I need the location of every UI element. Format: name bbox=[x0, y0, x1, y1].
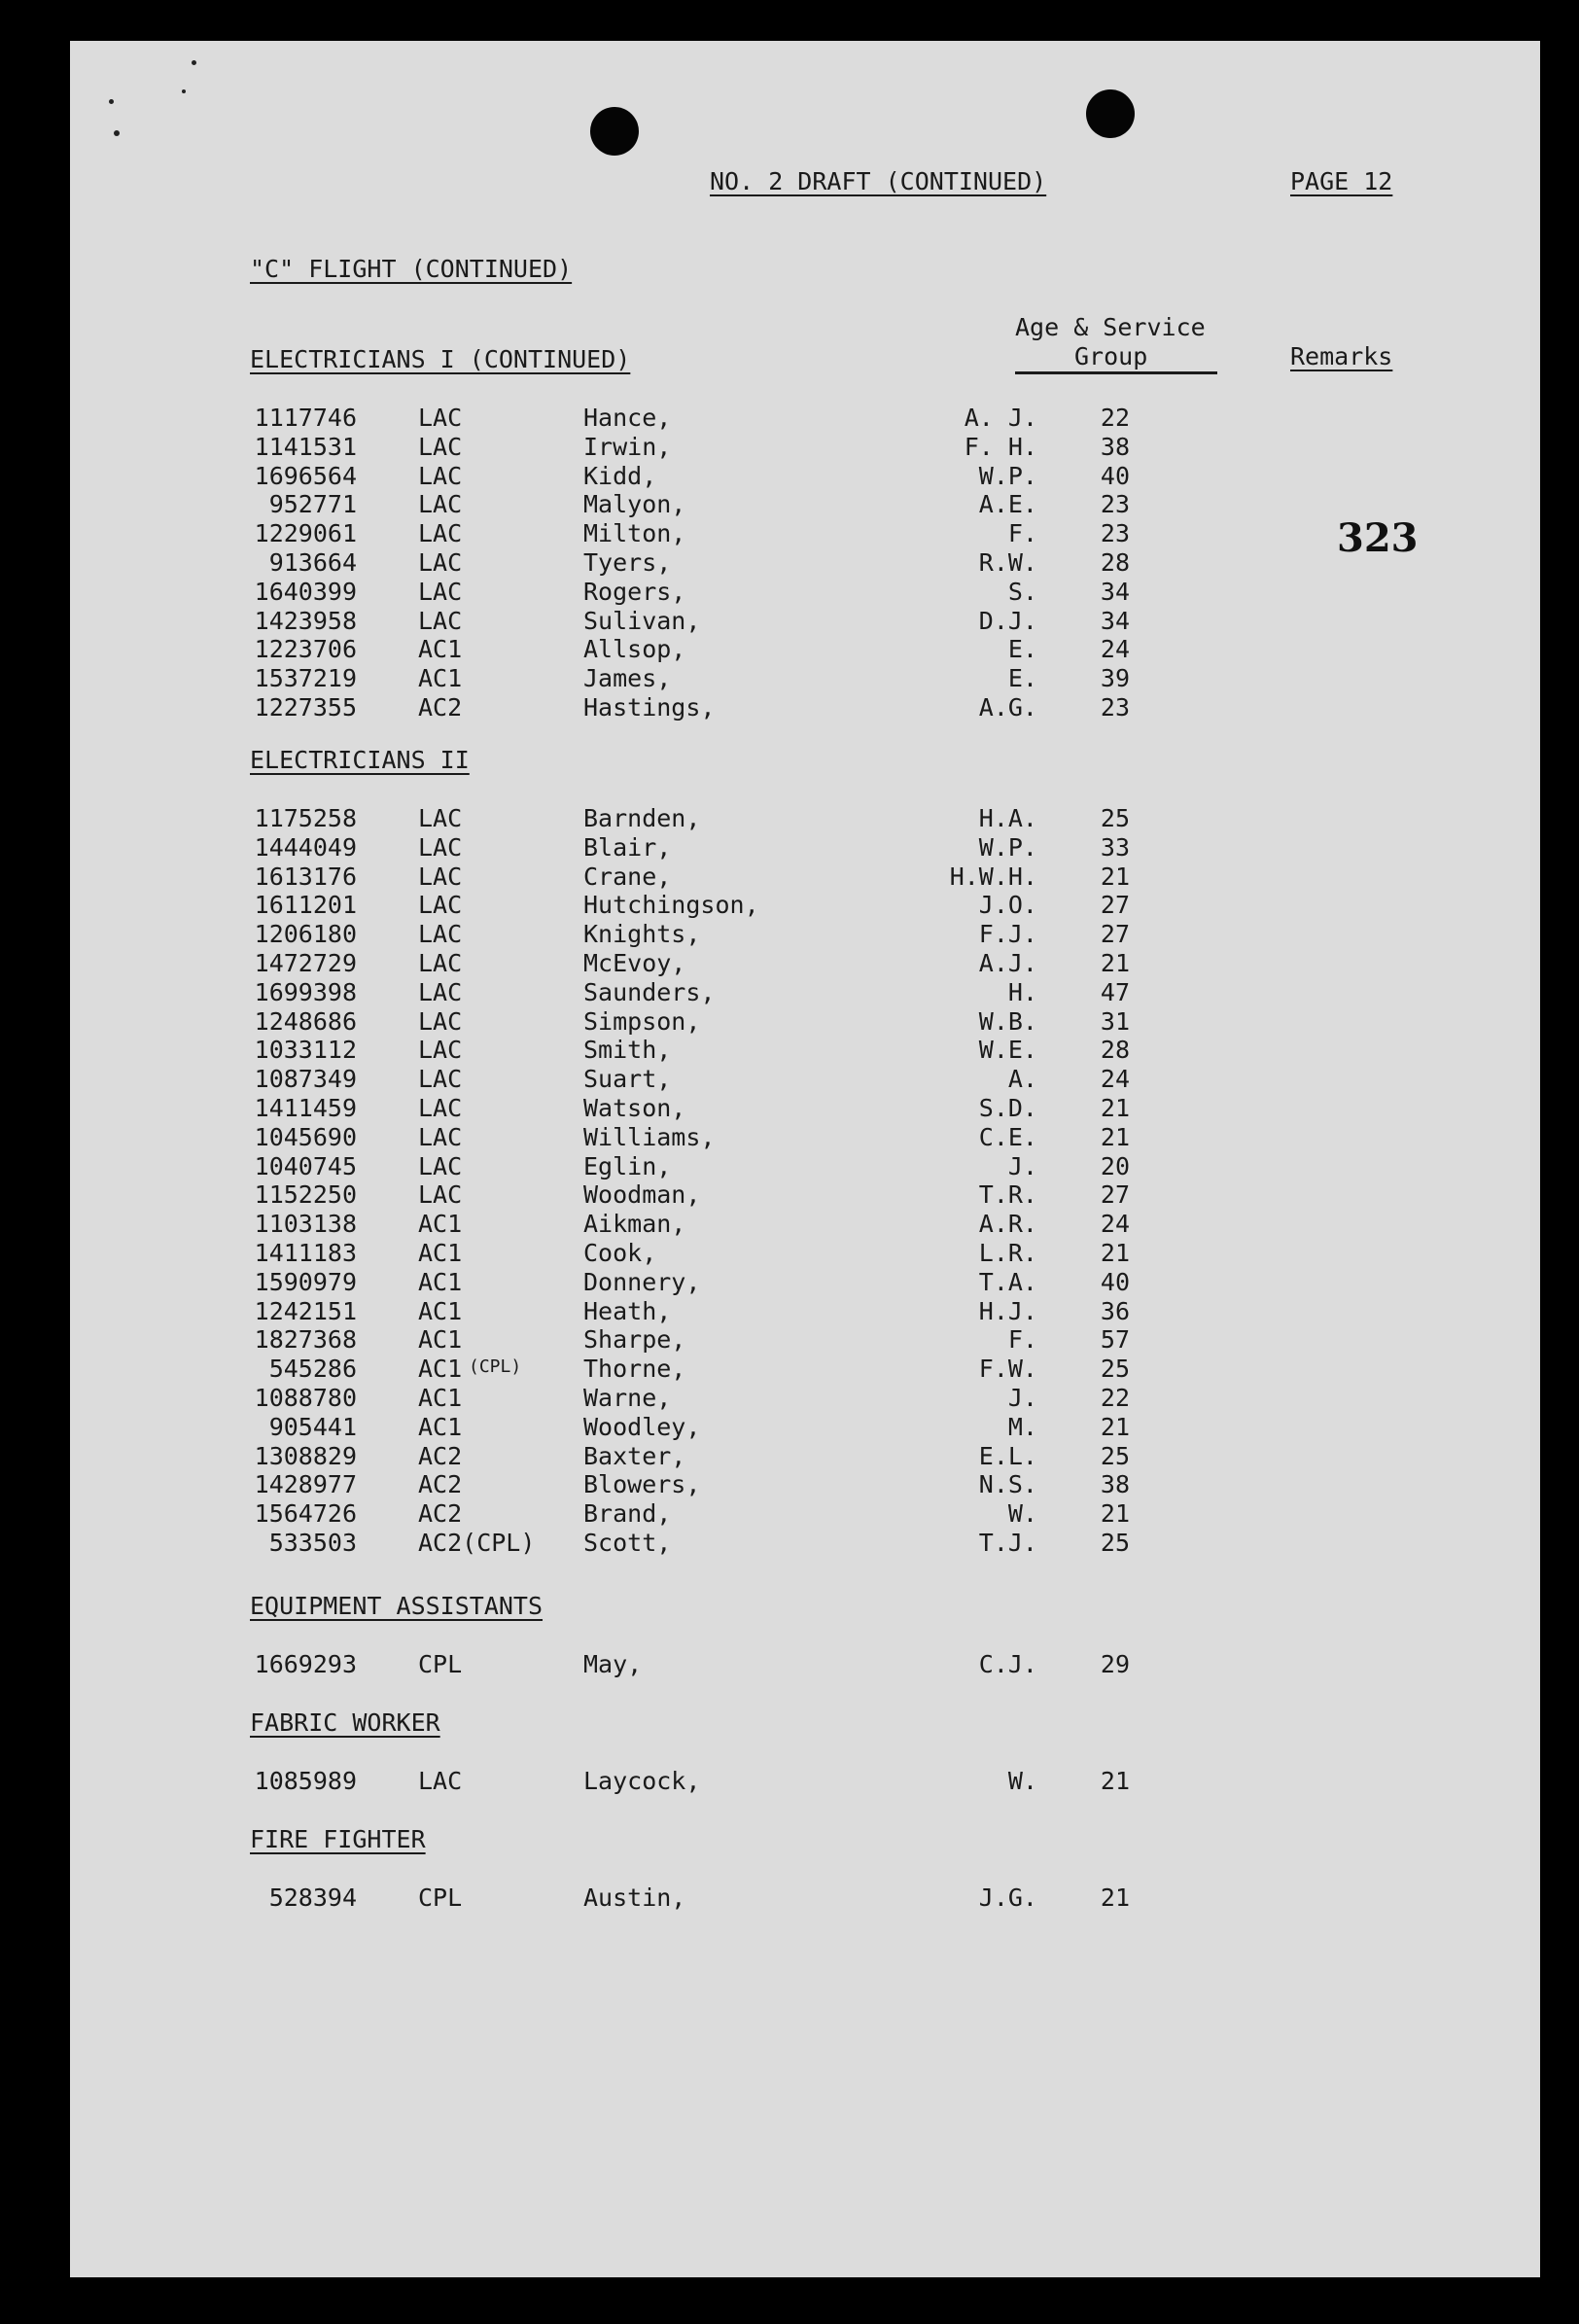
surname: Scott, bbox=[583, 1529, 672, 1557]
service-number: 1223706 bbox=[254, 635, 357, 664]
service-number: 1242151 bbox=[254, 1296, 357, 1325]
initials: T.J. bbox=[978, 1529, 1037, 1557]
rank: AC1 bbox=[418, 1412, 463, 1441]
rank: AC1 bbox=[418, 1267, 463, 1296]
surname: Irwin, bbox=[583, 432, 672, 461]
initials: A. J. bbox=[964, 404, 1037, 432]
age: 23 bbox=[1100, 693, 1130, 722]
surname: Milton, bbox=[583, 519, 686, 548]
surname: Allsop, bbox=[583, 635, 686, 664]
surname: Kidd, bbox=[583, 461, 657, 490]
service-number: 1613176 bbox=[254, 862, 357, 891]
service-number: 1040745 bbox=[254, 1151, 357, 1180]
service-number: 1088780 bbox=[254, 1384, 357, 1412]
surname: McEvoy, bbox=[583, 949, 686, 977]
rank: LAC bbox=[418, 862, 463, 891]
surname: Cook, bbox=[583, 1239, 657, 1267]
initials: F. H. bbox=[964, 432, 1037, 461]
initials: C.E. bbox=[978, 1122, 1037, 1151]
service-number: 1227355 bbox=[254, 693, 357, 722]
age: 27 bbox=[1100, 1180, 1130, 1210]
age-service-header-line1: Age & Service bbox=[1015, 313, 1206, 341]
service-number: 1590979 bbox=[254, 1267, 357, 1296]
initials: S.D. bbox=[978, 1094, 1037, 1122]
service-number: 1537219 bbox=[254, 664, 357, 693]
surname: Malyon, bbox=[583, 490, 686, 519]
speck bbox=[114, 130, 120, 136]
initials: F. bbox=[1007, 1325, 1037, 1355]
service-number: 905441 bbox=[268, 1412, 357, 1441]
initials: H.J. bbox=[978, 1296, 1037, 1325]
age: 31 bbox=[1100, 1006, 1130, 1036]
age: 21 bbox=[1100, 1499, 1130, 1529]
rank: LAC bbox=[418, 1036, 463, 1065]
rank: LAC bbox=[418, 832, 463, 862]
surname: Sharpe, bbox=[583, 1325, 686, 1355]
rank: CPL bbox=[418, 1884, 463, 1912]
surname: Crane, bbox=[583, 862, 672, 891]
rank: AC2 bbox=[418, 1470, 463, 1499]
surname: Simpson, bbox=[583, 1006, 701, 1036]
rank: LAC bbox=[418, 519, 463, 548]
initials: W.E. bbox=[978, 1036, 1037, 1065]
section-title: FIRE FIGHTER bbox=[250, 1825, 426, 1853]
service-number: 1564726 bbox=[254, 1499, 357, 1529]
initials: J. bbox=[1007, 1151, 1037, 1180]
age: 21 bbox=[1100, 1122, 1130, 1151]
surname: Knights, bbox=[583, 920, 701, 949]
surname: Watson, bbox=[583, 1094, 686, 1122]
rank-note-handwritten: (CPL) bbox=[469, 1356, 522, 1378]
service-number: 1308829 bbox=[254, 1441, 357, 1470]
initials: H. bbox=[1007, 977, 1037, 1006]
rank: AC2(CPL) bbox=[418, 1529, 536, 1557]
age: 22 bbox=[1100, 1384, 1130, 1412]
section-title: EQUIPMENT ASSISTANTS bbox=[250, 1592, 544, 1620]
page-stamp-number: 323 bbox=[1337, 515, 1419, 561]
age: 39 bbox=[1100, 664, 1130, 693]
draft-title: NO. 2 DRAFT (CONTINUED) bbox=[710, 167, 1047, 195]
initials: F. bbox=[1007, 519, 1037, 548]
surname: Williams, bbox=[583, 1122, 716, 1151]
surname: Warne, bbox=[583, 1384, 672, 1412]
surname: Tyers, bbox=[583, 548, 672, 577]
surname: Austin, bbox=[583, 1884, 686, 1912]
initials: W. bbox=[1007, 1767, 1037, 1795]
rank: LAC bbox=[418, 577, 463, 606]
service-number: 1669293 bbox=[254, 1650, 357, 1678]
initials: F.W. bbox=[978, 1355, 1037, 1384]
initials: W.P. bbox=[978, 461, 1037, 490]
service-number: 1411183 bbox=[254, 1239, 357, 1267]
age: 47 bbox=[1100, 977, 1130, 1006]
service-number: 533503 bbox=[268, 1529, 357, 1557]
initials: J. bbox=[1007, 1384, 1037, 1412]
age: 25 bbox=[1100, 1529, 1130, 1557]
rank: LAC bbox=[418, 949, 463, 977]
age: 38 bbox=[1100, 1470, 1130, 1499]
service-number: 1696564 bbox=[254, 461, 357, 490]
surname: Heath, bbox=[583, 1296, 672, 1325]
rank: AC1 bbox=[418, 1296, 463, 1325]
surname: Hutchingson, bbox=[583, 891, 759, 920]
rank: LAC bbox=[418, 432, 463, 461]
age: 38 bbox=[1100, 432, 1130, 461]
age: 33 bbox=[1100, 832, 1130, 862]
punch-hole-left bbox=[590, 107, 639, 156]
age: 21 bbox=[1100, 1094, 1130, 1122]
rank: AC1 bbox=[418, 1325, 463, 1355]
service-number: 1827368 bbox=[254, 1325, 357, 1355]
age: 21 bbox=[1100, 1767, 1130, 1795]
initials: T.R. bbox=[978, 1180, 1037, 1210]
service-number: 1087349 bbox=[254, 1065, 357, 1094]
service-number: 913664 bbox=[268, 548, 357, 577]
rank: LAC bbox=[418, 1767, 463, 1795]
service-number: 1428977 bbox=[254, 1470, 357, 1499]
age: 27 bbox=[1100, 891, 1130, 920]
initials: F.J. bbox=[978, 920, 1037, 949]
age: 24 bbox=[1100, 1210, 1130, 1239]
initials: E.L. bbox=[978, 1441, 1037, 1470]
initials: D.J. bbox=[978, 606, 1037, 635]
initials: A.R. bbox=[978, 1210, 1037, 1239]
initials: A.E. bbox=[978, 490, 1037, 519]
surname: May, bbox=[583, 1650, 643, 1678]
speck bbox=[109, 99, 114, 104]
age: 40 bbox=[1100, 461, 1130, 490]
age: 21 bbox=[1100, 862, 1130, 891]
initials: M. bbox=[1007, 1412, 1037, 1441]
initials: L.R. bbox=[978, 1239, 1037, 1267]
age: 34 bbox=[1100, 606, 1130, 635]
age: 24 bbox=[1100, 635, 1130, 664]
age: 24 bbox=[1100, 1065, 1130, 1094]
service-number: 1175258 bbox=[254, 804, 357, 832]
page-number: PAGE 12 bbox=[1290, 167, 1393, 195]
age: 34 bbox=[1100, 577, 1130, 606]
surname: Aikman, bbox=[583, 1210, 686, 1239]
initials: W.P. bbox=[978, 832, 1037, 862]
rank: LAC bbox=[418, 891, 463, 920]
service-number: 1699398 bbox=[254, 977, 357, 1006]
age: 21 bbox=[1100, 1412, 1130, 1441]
service-number: 1033112 bbox=[254, 1036, 357, 1065]
surname: Rogers, bbox=[583, 577, 686, 606]
service-number: 1444049 bbox=[254, 832, 357, 862]
age: 21 bbox=[1100, 949, 1130, 977]
section-title: ELECTRICIANS II bbox=[250, 746, 470, 774]
initials: E. bbox=[1007, 635, 1037, 664]
initials: N.S. bbox=[978, 1470, 1037, 1499]
rank: LAC bbox=[418, 1065, 463, 1094]
rank: LAC bbox=[418, 1094, 463, 1122]
initials: R.W. bbox=[978, 548, 1037, 577]
initials: J.O. bbox=[978, 891, 1037, 920]
age: 28 bbox=[1100, 1036, 1130, 1065]
speck bbox=[182, 89, 186, 93]
rank: CPL bbox=[418, 1650, 463, 1678]
surname: Brand, bbox=[583, 1499, 672, 1529]
initials: C.J. bbox=[978, 1650, 1037, 1678]
document-page bbox=[70, 41, 1540, 2277]
initials: H.W.H. bbox=[949, 862, 1037, 891]
service-number: 1411459 bbox=[254, 1094, 357, 1122]
age: 21 bbox=[1100, 1239, 1130, 1267]
rank: LAC bbox=[418, 461, 463, 490]
initials: W.B. bbox=[978, 1006, 1037, 1036]
surname: Eglin, bbox=[583, 1151, 672, 1180]
rank: LAC bbox=[418, 1006, 463, 1036]
initials: A.J. bbox=[978, 949, 1037, 977]
surname: Sulivan, bbox=[583, 606, 701, 635]
rank: LAC bbox=[418, 804, 463, 832]
age: 28 bbox=[1100, 548, 1130, 577]
initials: A. bbox=[1007, 1065, 1037, 1094]
punch-hole-right bbox=[1086, 89, 1135, 138]
age: 27 bbox=[1100, 920, 1130, 949]
surname: Laycock, bbox=[583, 1767, 701, 1795]
age: 22 bbox=[1100, 404, 1130, 432]
rank: AC1 bbox=[418, 664, 463, 693]
rank: AC1 bbox=[418, 1239, 463, 1267]
surname: Woodman, bbox=[583, 1180, 701, 1210]
service-number: 528394 bbox=[268, 1884, 357, 1912]
rank: LAC bbox=[418, 920, 463, 949]
surname: Donnery, bbox=[583, 1267, 701, 1296]
age: 40 bbox=[1100, 1267, 1130, 1296]
service-number: 1117746 bbox=[254, 404, 357, 432]
surname: Hance, bbox=[583, 404, 672, 432]
initials: W. bbox=[1007, 1499, 1037, 1529]
service-number: 1472729 bbox=[254, 949, 357, 977]
age: 57 bbox=[1100, 1325, 1130, 1355]
initials: T.A. bbox=[978, 1267, 1037, 1296]
age: 25 bbox=[1100, 804, 1130, 832]
initials: J.G. bbox=[978, 1884, 1037, 1912]
initials: E. bbox=[1007, 664, 1037, 693]
rank: LAC bbox=[418, 1180, 463, 1210]
surname: Baxter, bbox=[583, 1441, 686, 1470]
service-number: 545286 bbox=[268, 1355, 357, 1384]
section-title: FABRIC WORKER bbox=[250, 1708, 440, 1737]
age: 29 bbox=[1100, 1650, 1130, 1678]
rank: LAC bbox=[418, 404, 463, 432]
service-number: 1045690 bbox=[254, 1122, 357, 1151]
service-number: 1085989 bbox=[254, 1767, 357, 1795]
age: 20 bbox=[1100, 1151, 1130, 1180]
rank: AC2 bbox=[418, 693, 463, 722]
rank: LAC bbox=[418, 1151, 463, 1180]
age: 25 bbox=[1100, 1355, 1130, 1384]
initials: H.A. bbox=[978, 804, 1037, 832]
age-header-underline bbox=[1015, 371, 1217, 374]
service-number: 1229061 bbox=[254, 519, 357, 548]
surname: Saunders, bbox=[583, 977, 716, 1006]
age: 36 bbox=[1100, 1296, 1130, 1325]
rank: AC1 bbox=[418, 1355, 463, 1384]
initials: A.G. bbox=[978, 693, 1037, 722]
rank: AC1 bbox=[418, 1210, 463, 1239]
rank: AC2 bbox=[418, 1441, 463, 1470]
speck bbox=[192, 60, 196, 65]
rank: LAC bbox=[418, 490, 463, 519]
remarks-header: Remarks bbox=[1290, 342, 1393, 370]
service-number: 1103138 bbox=[254, 1210, 357, 1239]
service-number: 952771 bbox=[268, 490, 357, 519]
rank: LAC bbox=[418, 977, 463, 1006]
rank: AC2 bbox=[418, 1499, 463, 1529]
service-number: 1423958 bbox=[254, 606, 357, 635]
surname: Blair, bbox=[583, 832, 672, 862]
surname: Hastings, bbox=[583, 693, 716, 722]
service-number: 1611201 bbox=[254, 891, 357, 920]
age-service-header-line2: Group bbox=[1074, 342, 1148, 370]
rank: AC1 bbox=[418, 1384, 463, 1412]
surname: James, bbox=[583, 664, 672, 693]
rank: LAC bbox=[418, 606, 463, 635]
initials: S. bbox=[1007, 577, 1037, 606]
surname: Thorne, bbox=[583, 1355, 686, 1384]
rank: LAC bbox=[418, 548, 463, 577]
age: 23 bbox=[1100, 490, 1130, 519]
surname: Blowers, bbox=[583, 1470, 701, 1499]
service-number: 1206180 bbox=[254, 920, 357, 949]
surname: Smith, bbox=[583, 1036, 672, 1065]
surname: Woodley, bbox=[583, 1412, 701, 1441]
age: 21 bbox=[1100, 1884, 1130, 1912]
age: 25 bbox=[1100, 1441, 1130, 1470]
rank: LAC bbox=[418, 1122, 463, 1151]
service-number: 1152250 bbox=[254, 1180, 357, 1210]
flight-title: "C" FLIGHT (CONTINUED) bbox=[250, 255, 573, 283]
section-title: ELECTRICIANS I (CONTINUED) bbox=[250, 345, 631, 373]
age: 23 bbox=[1100, 519, 1130, 548]
service-number: 1248686 bbox=[254, 1006, 357, 1036]
service-number: 1640399 bbox=[254, 577, 357, 606]
surname: Barnden, bbox=[583, 804, 701, 832]
surname: Suart, bbox=[583, 1065, 672, 1094]
service-number: 1141531 bbox=[254, 432, 357, 461]
rank: AC1 bbox=[418, 635, 463, 664]
